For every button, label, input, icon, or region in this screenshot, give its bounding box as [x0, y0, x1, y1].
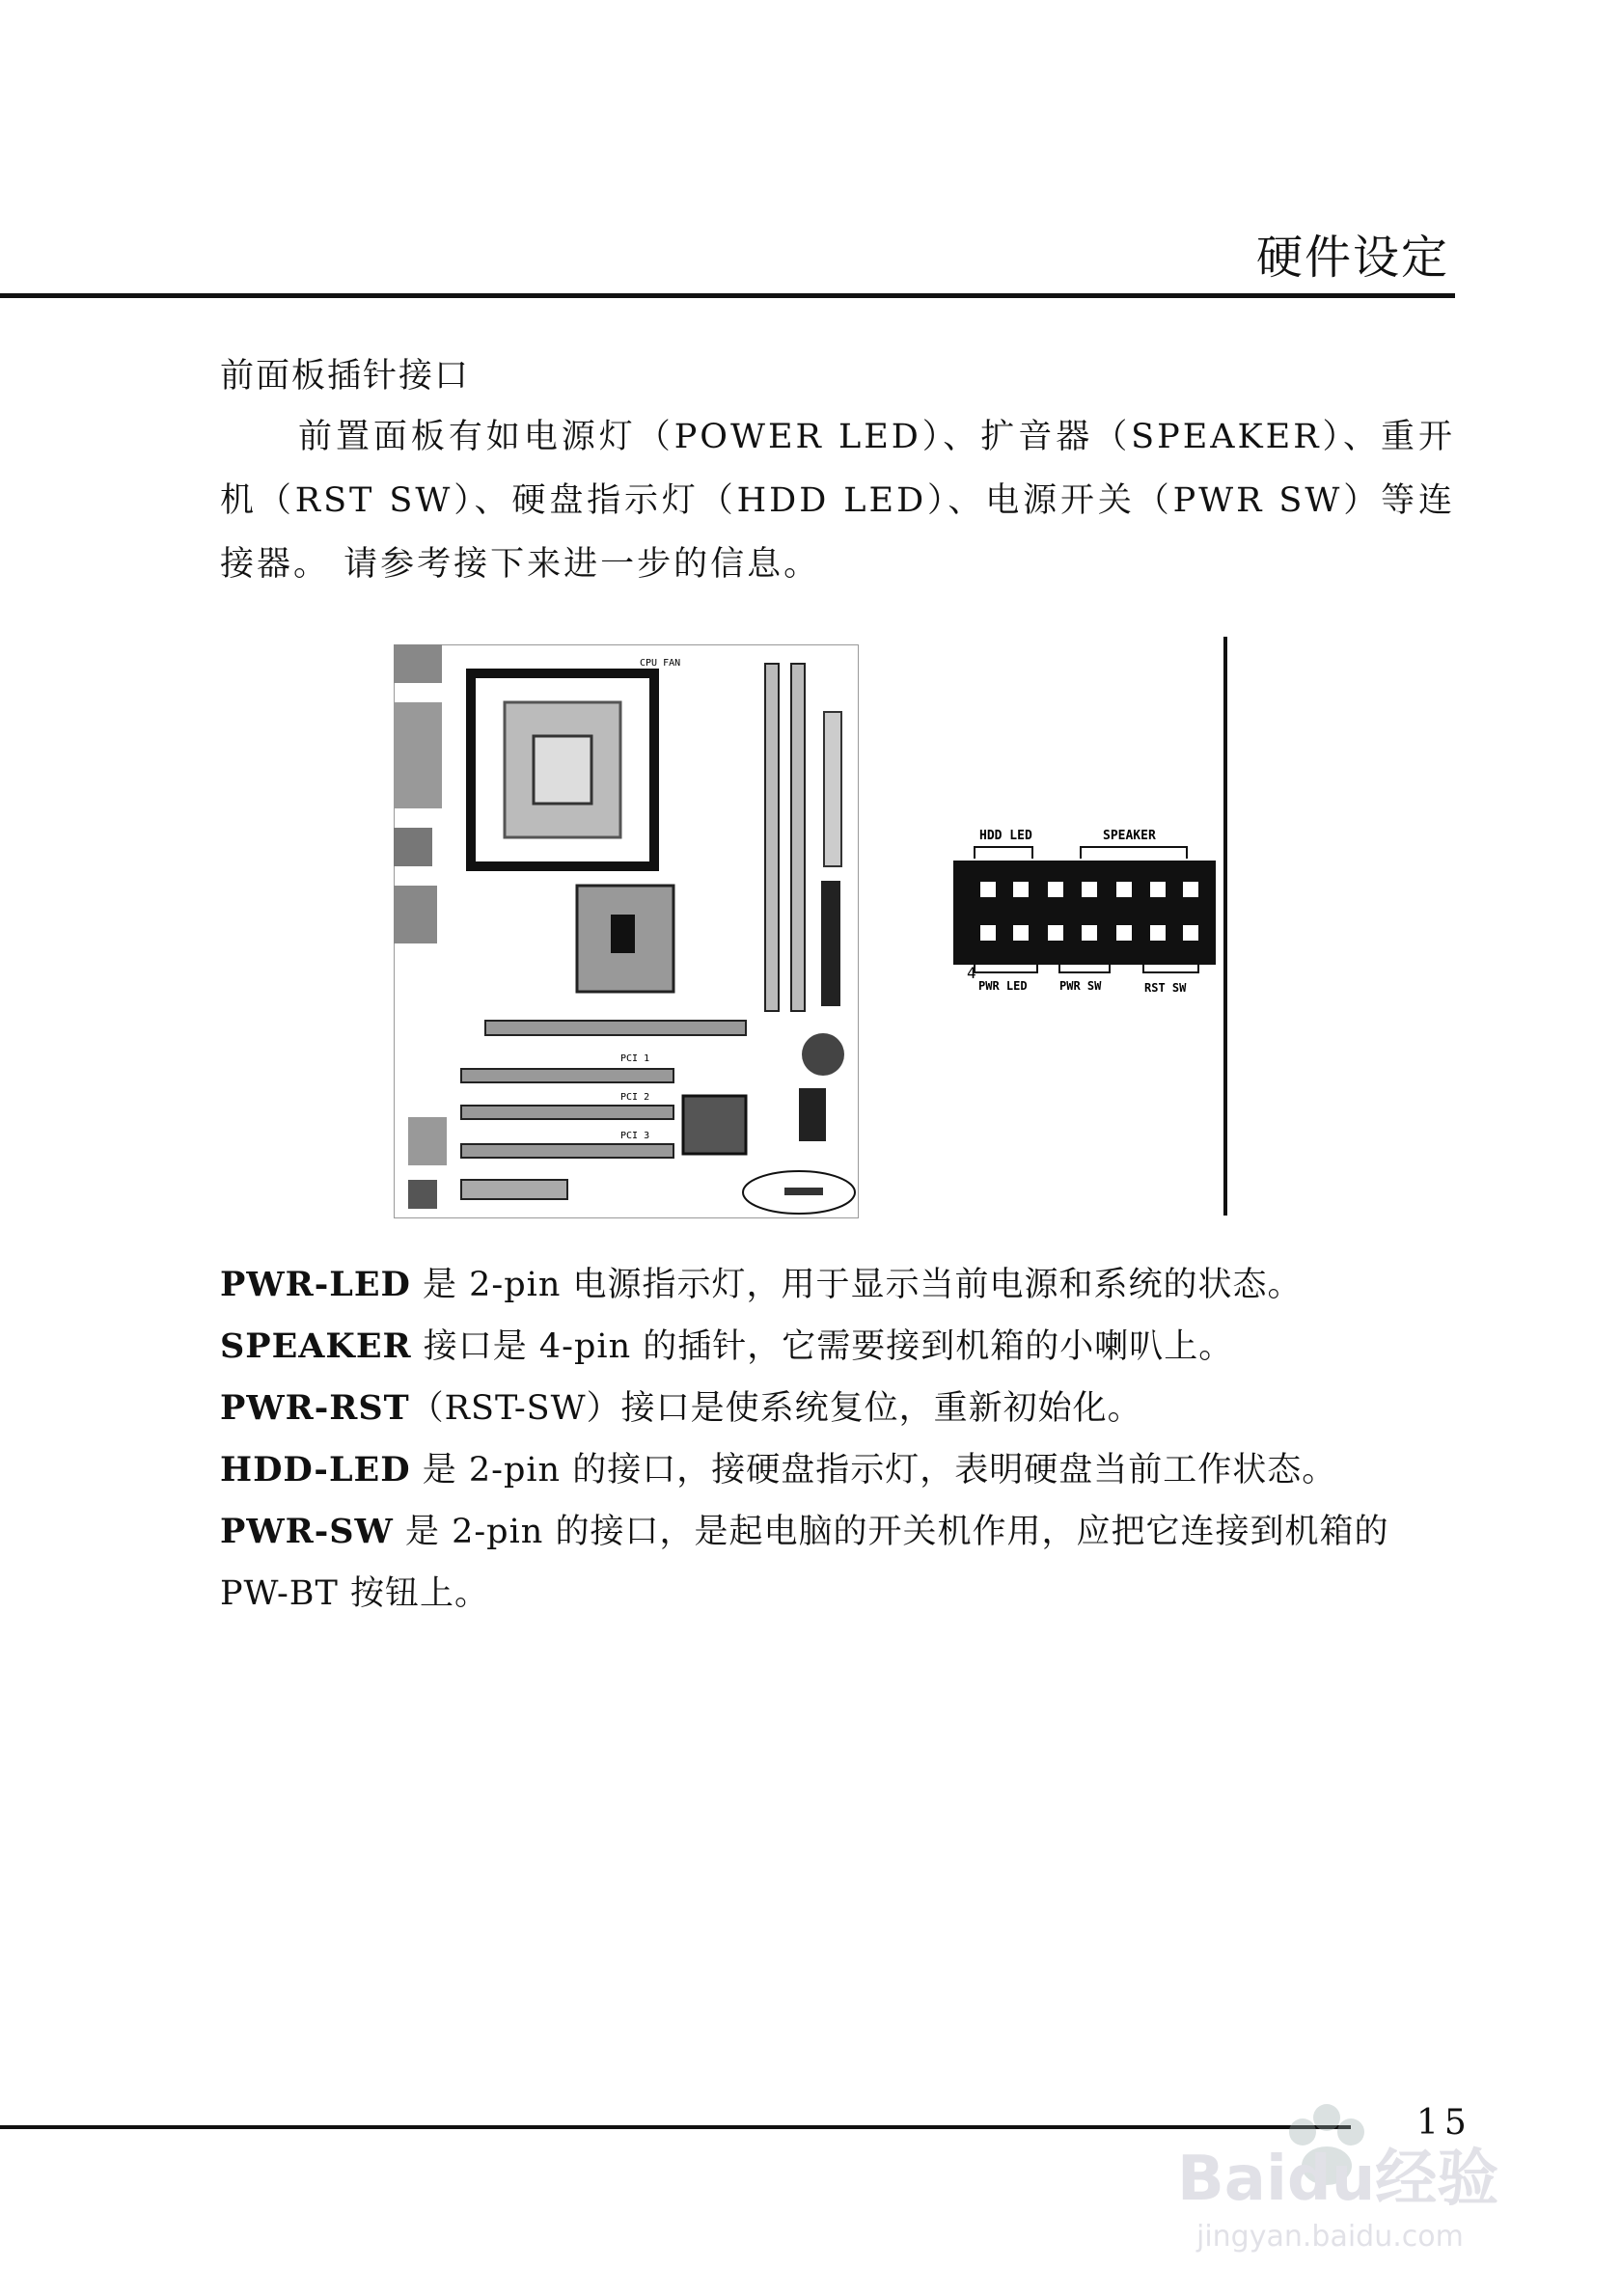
- description-term: PWR-RST: [220, 1388, 410, 1428]
- description-text: 是 2-pin 的接口，接硬盘指示灯，表明硬盘当前工作状态。: [410, 1451, 1337, 1490]
- board-label-cpu-fan: CPU FAN: [640, 658, 681, 669]
- footer-divider: [0, 2125, 1351, 2129]
- intro-text: 前置面板有如电源灯（POWER LED）、扩音器（SPEAKER）、重开机（RST SW）、硬盘指示灯（HDD LED）、电源开关（PWR SW）等连接器。 请参考接下来进一步的信息。: [220, 418, 1455, 584]
- watermark-url: jingyan.baidu.com: [1196, 2220, 1464, 2254]
- label-pwr-sw: PWR SW: [1059, 979, 1102, 993]
- figure-divider: [1223, 637, 1227, 1216]
- label-hdd-led: HDD LED: [979, 829, 1032, 843]
- front-panel-figure: [386, 637, 1235, 1225]
- section-heading: 前面板插针接口: [220, 357, 471, 396]
- board-label-pci2: PCI 2: [620, 1092, 650, 1103]
- front-panel-connector-diagram: [946, 826, 1216, 995]
- description-term: HDD-LED: [220, 1450, 411, 1490]
- label-pin-number: 4: [967, 964, 976, 982]
- description-item: [220, 1501, 1465, 1625]
- motherboard-diagram: [394, 644, 859, 1218]
- description-term: PWR-SW: [220, 1512, 394, 1551]
- baidu-jingyan-watermark: [1158, 2074, 1582, 2267]
- board-label-pci3: PCI 3: [620, 1131, 650, 1141]
- description-item: [220, 1439, 1465, 1501]
- description-text: 接口是 4-pin 的插针，它需要接到机箱的小喇叭上。: [411, 1327, 1234, 1366]
- page-header-title: 硬件设定: [1255, 231, 1449, 285]
- description-text: 是 2-pin 的接口，是起电脑的开关机作用，应把它连接到机箱的 PW-BT 按钮上。: [220, 1513, 1389, 1613]
- description-item: [220, 1316, 1465, 1378]
- board-label-pci1: PCI 1: [620, 1053, 650, 1064]
- label-speaker: SPEAKER: [1103, 829, 1156, 843]
- description-text: 是 2-pin 电源指示灯，用于显示当前电源和系统的状态。: [410, 1266, 1303, 1304]
- label-pwr-led: PWR LED: [978, 979, 1028, 993]
- description-term: SPEAKER: [220, 1326, 412, 1366]
- page-number: 15: [1416, 2103, 1472, 2143]
- description-term: PWR-LED: [220, 1265, 411, 1304]
- description-text: （RST-SW）接口是使系统复位，重新初始化。: [409, 1389, 1142, 1428]
- description-item: [220, 1378, 1465, 1439]
- watermark-brand: Baidu经验: [1177, 2144, 1499, 2215]
- header-divider: [0, 293, 1455, 298]
- label-rst-sw: RST SW: [1144, 981, 1187, 995]
- description-item: [220, 1254, 1465, 1316]
- intro-paragraph: [220, 405, 1455, 596]
- connector-descriptions: [220, 1254, 1465, 1625]
